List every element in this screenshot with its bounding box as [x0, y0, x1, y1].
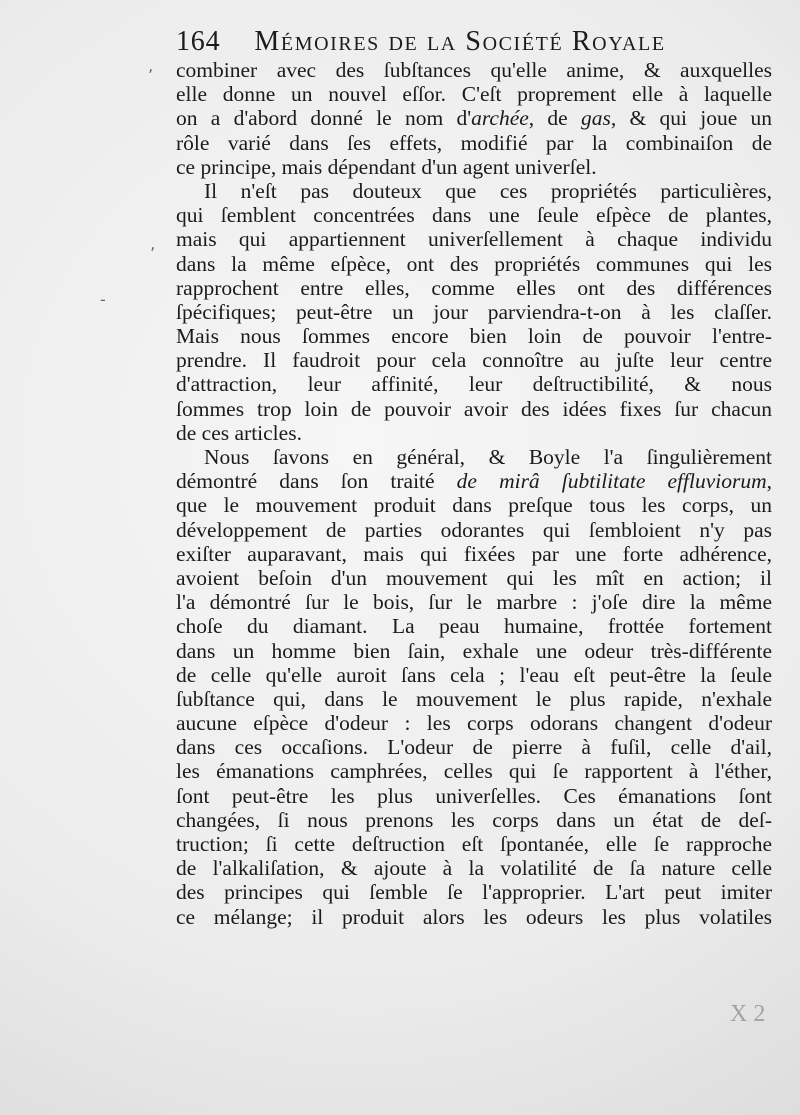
text-line: [176, 203, 772, 227]
text-run: développement de parties odorantes qui ſembloient n'y pas: [176, 517, 772, 542]
text-run: avoient beſoin d'un mouvement qui les mît en action; il: [176, 565, 772, 590]
text-line: [176, 663, 772, 687]
text-run: Nous ſavons en général, & Boyle l'a ſingulièrement: [204, 445, 772, 469]
text-line: [176, 58, 772, 82]
text-line: [176, 905, 772, 929]
text-line: [176, 687, 772, 711]
text-line: [176, 542, 772, 566]
text-line: [176, 445, 772, 469]
text-run: exiſter auparavant, mais qui fixées par une forte adhérence,: [176, 541, 772, 566]
text-line: [176, 348, 772, 372]
text-line: [176, 735, 772, 759]
text-run: prendre. Il faudroit pour cela connoître au juſte leur centre: [176, 348, 772, 373]
text-run: qui ſemblent concentrées dans une ſeule eſpèce de plantes,: [176, 203, 772, 228]
text-run: ſont peut-être les plus univerſelles. Ces émanations ſont: [176, 783, 772, 808]
text-line: [176, 518, 772, 542]
catchword: X 2: [730, 1001, 766, 1027]
text-line: [176, 131, 772, 155]
text-run: ce mélange; il produit alors les odeurs les plus volatiles: [176, 904, 772, 929]
text-run: d'attraction, leur affinité, leur deſtructibilité, & nous: [176, 372, 772, 397]
text-run: , de: [528, 106, 581, 131]
text-line: [176, 276, 772, 300]
margin-mark: ʼ: [148, 66, 154, 85]
text-run: elle donne un nouvel eſſor. C'eſt proprement elle à laquelle: [176, 82, 772, 107]
text-line: [176, 106, 772, 130]
text-line: [176, 493, 772, 517]
text-run: changées, ſi nous prenons les corps dans un état de deſ-: [176, 807, 772, 832]
text-run: Il n'eſt pas douteux que ces propriétés particulières,: [204, 178, 772, 203]
text-line: [176, 711, 772, 735]
text-line: [176, 808, 772, 832]
text-line: [176, 179, 772, 203]
text-line: [176, 155, 772, 179]
body-text: [176, 58, 772, 988]
text-line: [176, 759, 772, 783]
text-run: ce principe, mais dépendant d'un agent univerſel.: [176, 154, 597, 179]
text-run: choſe du diamant. La peau humaine, frottée fortement: [176, 614, 772, 639]
text-line: [176, 639, 772, 663]
text-run: de celle qu'elle auroit ſans cela ; l'eau eſt peut-être la ſeule: [176, 662, 772, 687]
text-run: rôle varié dans ſes effets, modifié par la combinaiſon de: [176, 130, 772, 155]
text-run: que le mouvement produit dans preſque tous les corps, un: [176, 493, 772, 518]
text-line: [176, 566, 772, 590]
text-run: truction; ſi cette deſtruction eſt ſpontanée, elle ſe rapproche: [176, 832, 772, 856]
text-line: [176, 469, 772, 493]
text-line: [176, 252, 772, 276]
text-line: [176, 421, 772, 445]
text-run: démontré dans ſon traité: [176, 469, 457, 494]
running-title: Mémoires de la Société Royale: [254, 26, 666, 57]
page-header: [176, 24, 776, 60]
text-line: [176, 372, 772, 396]
text-line: [176, 82, 772, 106]
text-run: les émanations camphrées, celles qui ſe rapportent à l'éther,: [176, 759, 772, 784]
text-run: gas: [581, 106, 611, 131]
text-run: ſubſtance qui, dans le mouvement le plus rapide, n'exhale: [176, 686, 772, 711]
margin-mark: ʼ: [150, 244, 156, 263]
text-run: on a d'abord donné le nom d': [176, 106, 472, 131]
text-run: archée: [471, 106, 529, 131]
text-run: dans un homme bien ſain, exhale une odeur très-différente: [176, 638, 772, 663]
text-run: des principes qui ſemble ſe l'approprier. L'art peut imiter: [176, 880, 772, 905]
text-line: [176, 227, 772, 251]
text-run: de l'alkaliſation, & ajoute à la volatilité de ſa nature celle: [176, 856, 772, 881]
text-run: ſpécifiques; peut-être un jour parviendra-t-on à les claſſer.: [176, 299, 772, 324]
text-line: [176, 324, 772, 348]
text-run: , & qui joue un: [610, 106, 773, 131]
text-run: dans ces occaſions. L'odeur de pierre à fuſil, celle d'ail,: [176, 735, 772, 760]
text-run: ſommes trop loin de pouvoir avoir des idées fixes ſur chacun: [176, 396, 772, 421]
text-line: [176, 614, 772, 638]
text-line: [176, 880, 772, 904]
text-run: mais qui appartiennent univerſellement à chaque individu: [176, 227, 772, 252]
text-run: ,: [766, 469, 773, 494]
page-number: 164: [176, 26, 221, 57]
text-line: [176, 590, 772, 614]
text-run: aucune eſpèce d'odeur : les corps odorans changent d'odeur: [176, 711, 772, 736]
text-run: l'a démontré ſur le bois, ſur le marbre : j'oſe dire la même: [176, 590, 772, 615]
text-line: [176, 856, 772, 880]
text-line: [176, 832, 772, 856]
margin-mark: -: [100, 290, 106, 309]
text-line: [176, 397, 772, 421]
text-run: rapprochent entre elles, comme elles ont des différences: [176, 275, 772, 300]
text-run: de ces articles.: [176, 420, 302, 445]
text-line: [176, 300, 772, 324]
text-line: [176, 784, 772, 808]
text-run: dans la même eſpèce, ont des propriétés communes qui les: [176, 251, 772, 276]
text-run: combiner avec des ſubſtances qu'elle anime, & auxquelles: [176, 58, 772, 82]
text-run: Mais nous ſommes encore bien loin de pouvoir l'entre-: [176, 324, 772, 349]
text-run: de mirâ ſubtilitate effluviorum: [456, 469, 767, 494]
